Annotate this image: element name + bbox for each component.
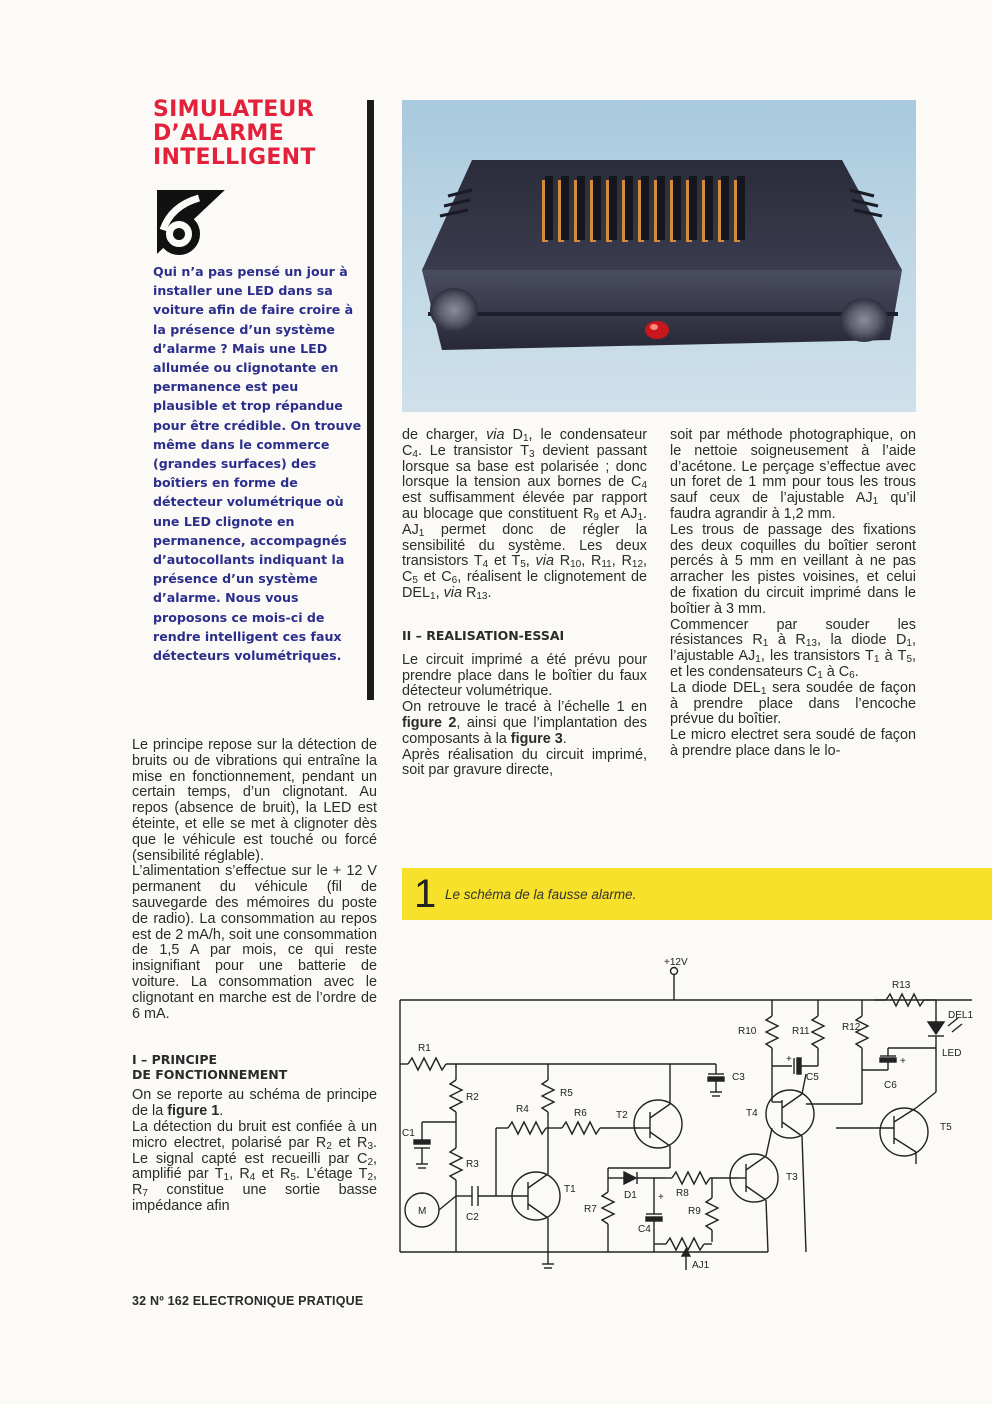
title-line: INTELLIGENT [153, 145, 316, 170]
label-plus: + [658, 1192, 664, 1203]
figure-caption: Le schéma de la fausse alarme. [445, 887, 637, 902]
label-led: LED [942, 1048, 962, 1059]
paragraph: Après réalisation du circuit imprimé, soit par gravure directe, [402, 746, 647, 779]
text-column-2 [402, 428, 647, 779]
section-number: 6 [153, 184, 154, 185]
title-line: D’ALARME [153, 121, 284, 146]
paragraph: La détection du bruit est confiée à un micro electret, polarisé par $R_2$ et $R_3$. Le signal capté est recueilli par $C_2$, amplifié par $T_1$, $R_4$ et $R_5$. L’étage $T_2$, $R_7$ constitue une sortie basse impédance afin [132, 1118, 378, 1214]
paragraph: soit par méthode photographique, on le nettoie soigneusement à l’aide d’acétone. Le perçage s’effectue avec un foret de 1 mm pour tous les trous sauf ceux de l’ajustable $AJ_1$ qu’il faudra agrandir à 1,2 mm. [670, 427, 916, 522]
label-r10: R10 [738, 1026, 757, 1037]
label-d1: D1 [624, 1190, 637, 1201]
section-heading [132, 1052, 377, 1082]
paragraph: On se reporte au schéma de principe de la figure 1. [132, 1087, 377, 1120]
label-plus: + [900, 1056, 906, 1067]
page-footer: 32 Nº 162 ELECTRONIQUE PRATIQUE [132, 1294, 364, 1308]
product-photo [402, 100, 916, 412]
label-t2: T2 [616, 1110, 628, 1121]
label-c5: C5 [806, 1072, 819, 1083]
label-r11: R11 [792, 1026, 810, 1037]
label-t5: T5 [940, 1122, 952, 1133]
label-r1: R1 [418, 1043, 431, 1054]
paragraph: Les trous de passage des fixations des deux coquilles du boîtier seront percés à 5 mm en veillant à ne pas arracher les pistes voisines, et celui de fixation du circuit imprimé dans le boîtier à 3 mm. [670, 521, 916, 617]
vertical-rule [367, 100, 374, 700]
label-r12: R12 [842, 1022, 861, 1033]
label-r3: R3 [466, 1159, 479, 1170]
paragraph: Le principe repose sur la détection de bruits ou de vibrations qui entraîne la mise en fonctionnement, pendant un certain temps, d’un clignotant. Au repos (absence de bruit), la LED est éteinte, et elle se met à clignoter dès que le véhicule est touché ou forcé (sensibilité réglable). [132, 737, 377, 864]
paragraph: L’alimentation s’effectue sur le + 12 V permanent du véhicule (fil de sauvegarde des mémoires du poste de radio). La consommation au repos est de 2 mA/h, soit une consommation de 1,5 A par mois, ce qui reste insignifiant pour une batterie de voiture. La consommation avec le clignotant en marche est de l’ordre de 6 mA. [132, 863, 377, 1022]
label-r7: R7 [584, 1204, 597, 1215]
section-heading: II – REALISATION-ESSAI [402, 627, 565, 643]
paragraph: On retrouve le tracé à l’échelle 1 en figure 2, ainsi que l’implantation des composants à la figure 3. [402, 699, 647, 747]
label-mic: M [418, 1206, 427, 1217]
label-c4: C4 [638, 1224, 651, 1235]
text-column-3 [670, 428, 916, 760]
label-c2: C2 [466, 1212, 479, 1223]
label-t3: T3 [786, 1172, 798, 1183]
paragraph: La diode $DEL_1$ sera soudée de façon à prendre place dans l’encoche prévue du boîtier. [670, 679, 916, 728]
paragraph: Le circuit imprimé a été prévu pour prendre place dans le boîtier du faux détecteur volumétrique. [402, 651, 647, 700]
paragraph: Le micro electret sera soudé de façon à prendre place dans le lo- [670, 727, 916, 759]
label-t4: T4 [746, 1108, 758, 1119]
intro-paragraph: Qui n’a pas pensé un jour à installer une LED dans sa voiture afin de faire croire à la présence d’un système d’alarme ? Mais une LED allumée ou clignotante en permanence est peu plausible et trop répandue pour être crédible. On trouve même dans le commerce (grandes surfaces) des boîtiers en forme de détecteur volumétrique où une LED clignote en permanence, accompagnés d’autocollants indiquant la présence d’un système d’alarme. Nous vous proposons ce mois-ci de rendre intelligent ces faux détecteurs volumétriques. [153, 264, 362, 664]
heading-line: DE FONCTIONNEMENT [132, 1067, 288, 1083]
figure-reference[interactable]: figure 3 [510, 730, 563, 747]
circuit-schematic [396, 952, 986, 1282]
label-t1: T1 [564, 1184, 576, 1195]
label-r6: R6 [574, 1108, 587, 1119]
label-c3: C3 [732, 1072, 745, 1083]
figure-reference[interactable]: figure 1 [167, 1103, 220, 1120]
text-column-1 [132, 738, 377, 1215]
label-r8: R8 [676, 1188, 689, 1199]
paragraph: Commencer par souder les résistances $R_1$ à $R_{13}$, la diode $D_1$, l’ajustable $AJ_1$, les transistors $T_1$ à $T_5$, et les condensateurs $C_1$ à $C_6$. [670, 616, 917, 681]
label-r5: R5 [560, 1088, 573, 1099]
label-supply: +12V [664, 957, 688, 968]
article-title [153, 98, 368, 170]
label-aj1: AJ1 [692, 1260, 710, 1271]
figure-reference[interactable]: figure 2 [402, 714, 457, 731]
label-r2: R2 [466, 1092, 479, 1103]
figure-number: 1 [414, 872, 437, 916]
label-r4: R4 [516, 1104, 529, 1115]
label-plus: + [786, 1054, 792, 1065]
label-c1: C1 [402, 1128, 415, 1139]
label-del1: DEL1 [948, 1010, 974, 1021]
paragraph: de charger, via $D_1$, le condensateur $C_4$. Le transistor $T_3$ devient passant lorsque sa base est polarisée ; donc lorsque la tension aux bornes de $C_4$ est suffisamment élevée par rapport au blocage que constituent $R_9$ et $AJ_1$. $AJ_1$ permet donc de régler la sensibilité du système. Les deux transistors $T_4$ et $T_5$, via $R_{10}$, $R_{11}$, $R_{12}$, $C_5$ et $C_6$, réalisent le clignotement de $DEL_1$, via $R_{13}$. [402, 427, 648, 602]
label-r9: R9 [688, 1206, 701, 1217]
label-c6: C6 [884, 1080, 897, 1091]
heading-line: I – PRINCIPE [132, 1052, 218, 1068]
title-line: SIMULATEUR [153, 97, 314, 122]
label-r13: R13 [892, 980, 911, 991]
section-number-logo [153, 184, 227, 258]
